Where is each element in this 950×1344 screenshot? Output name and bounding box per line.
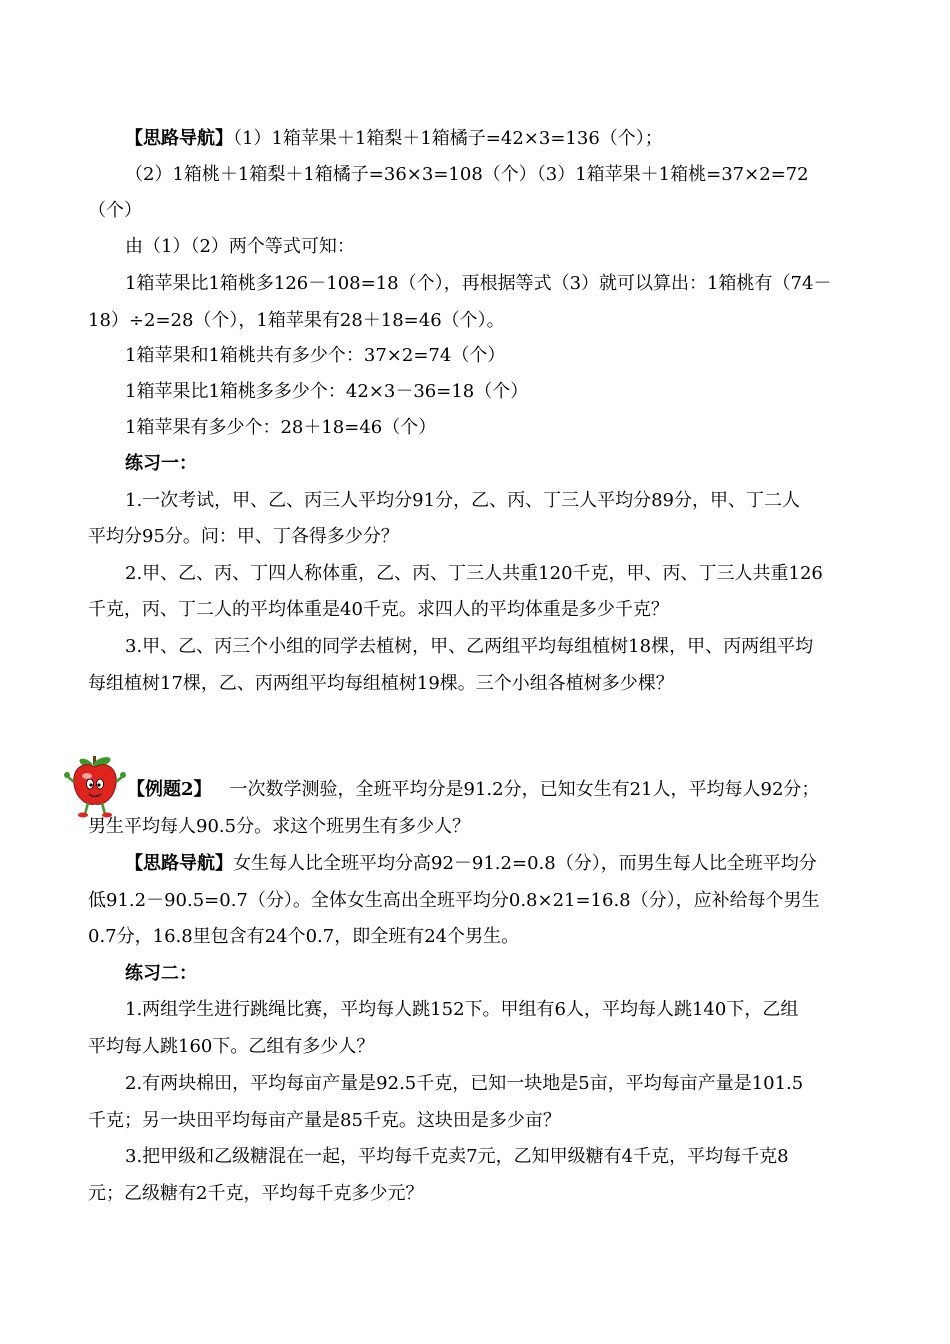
example2-text: 一次数学测验，全班平均分是91.2分，已知女生有21人，平均每人92分； [229, 779, 820, 800]
hint-line-1 [125, 127, 870, 151]
practice1-title: 练习一： [125, 453, 197, 474]
hint-line-3: （个） [88, 200, 142, 221]
practice2-q3-line1: 3.把甲级和乙级糖混在一起，平均每千克卖7元，乙知甲级糖有4千克，平均每千克8 [125, 1146, 789, 1167]
example2-hint-line3: 0.7分，16.8里包含有24个0.7，即全班有24个男生。 [88, 926, 520, 947]
example2-line2: 男生平均每人90.5分。求这个班男生有多少人？ [88, 816, 471, 837]
hint-line-2: （2）1箱桃＋1箱梨＋1箱橘子=36×3=108（个）（3）1箱苹果＋1箱桃=37×2=72 [125, 164, 809, 185]
hint-label: 【思路导航】 [125, 128, 233, 149]
practice1-q1-line1: 1.一次考试，甲、乙、丙三人平均分91分，乙、丙、丁三人平均分89分，甲、丁二人 [125, 490, 800, 511]
example2-hint-line2: 低91.2－90.5=0.7（分）。全体女生高出全班平均分0.8×21=16.8（分），应补给每个男生 [88, 890, 820, 911]
practice1-q3-line2: 每组植树17棵，乙、丙两组平均每组植树19棵。三个小组各植树多少棵？ [88, 673, 674, 694]
practice2-q1-line2: 平均每人跳160下。乙组有多少人？ [88, 1036, 375, 1057]
hint-line-7: 1箱苹果和1箱桃共有多少个：37×2=74（个） [125, 345, 506, 366]
example2-hint-label: 【思路导航】 [125, 853, 233, 874]
apple-mascot-icon [64, 754, 126, 820]
hint-line-9: 1箱苹果有多少个：28＋18=46（个） [125, 417, 437, 438]
example2-line1 [127, 778, 872, 802]
practice1-q2-line1: 2.甲、乙、丙、丁四人称体重，乙、丙、丁三人共重120千克，甲、丙、丁三人共重126 [125, 563, 823, 584]
hint-line-8: 1箱苹果比1箱桃多多少个：42×3－36=18（个） [125, 381, 529, 402]
example2-hint-text: 女生每人比全班平均分高92－91.2=0.8（分），而男生每人比全班平均分 [233, 853, 817, 874]
hint-line-5: 1箱苹果比1箱桃多126－108=18（个），再根据等式（3）就可以算出：1箱桃有（74－ [125, 273, 832, 294]
example2-label: 【例题2】 [127, 779, 212, 800]
practice2-q1-line1: 1.两组学生进行跳绳比赛，平均每人跳152下。甲组有6人，平均每人跳140下，乙组 [125, 999, 799, 1020]
practice1-q3-line1: 3.甲、乙、丙三个小组的同学去植树，甲、乙两组平均每组植树18棵，甲、丙两组平均 [125, 636, 814, 657]
hint-line-4: 由（1）（2）两个等式可知： [125, 236, 355, 257]
practice2-title: 练习二： [125, 963, 197, 984]
hint-line-6: 18）÷2=28（个），1箱苹果有28＋18=46（个）。 [88, 310, 505, 331]
practice2-q2-line1: 2.有两块棉田，平均每亩产量是92.5千克，已知一块地是5亩，平均每亩产量是101.5 [125, 1073, 804, 1094]
practice1-q2-line2: 千克，丙、丁二人的平均体重是40千克。求四人的平均体重是多少千克？ [88, 599, 669, 620]
practice1-q1-line2: 平均分95分。问：甲、丁各得多少分？ [88, 526, 399, 547]
practice2-q2-line2: 千克；另一块田平均每亩产量是85千克。这块田是多少亩？ [88, 1110, 561, 1131]
example2-hint-line1 [125, 852, 870, 876]
practice2-q3-line2: 元；乙级糖有2千克，平均每千克多少元？ [88, 1183, 424, 1204]
hint-text: （1）1箱苹果＋1箱梨＋1箱橘子=42×3=136（个）； [233, 128, 663, 149]
